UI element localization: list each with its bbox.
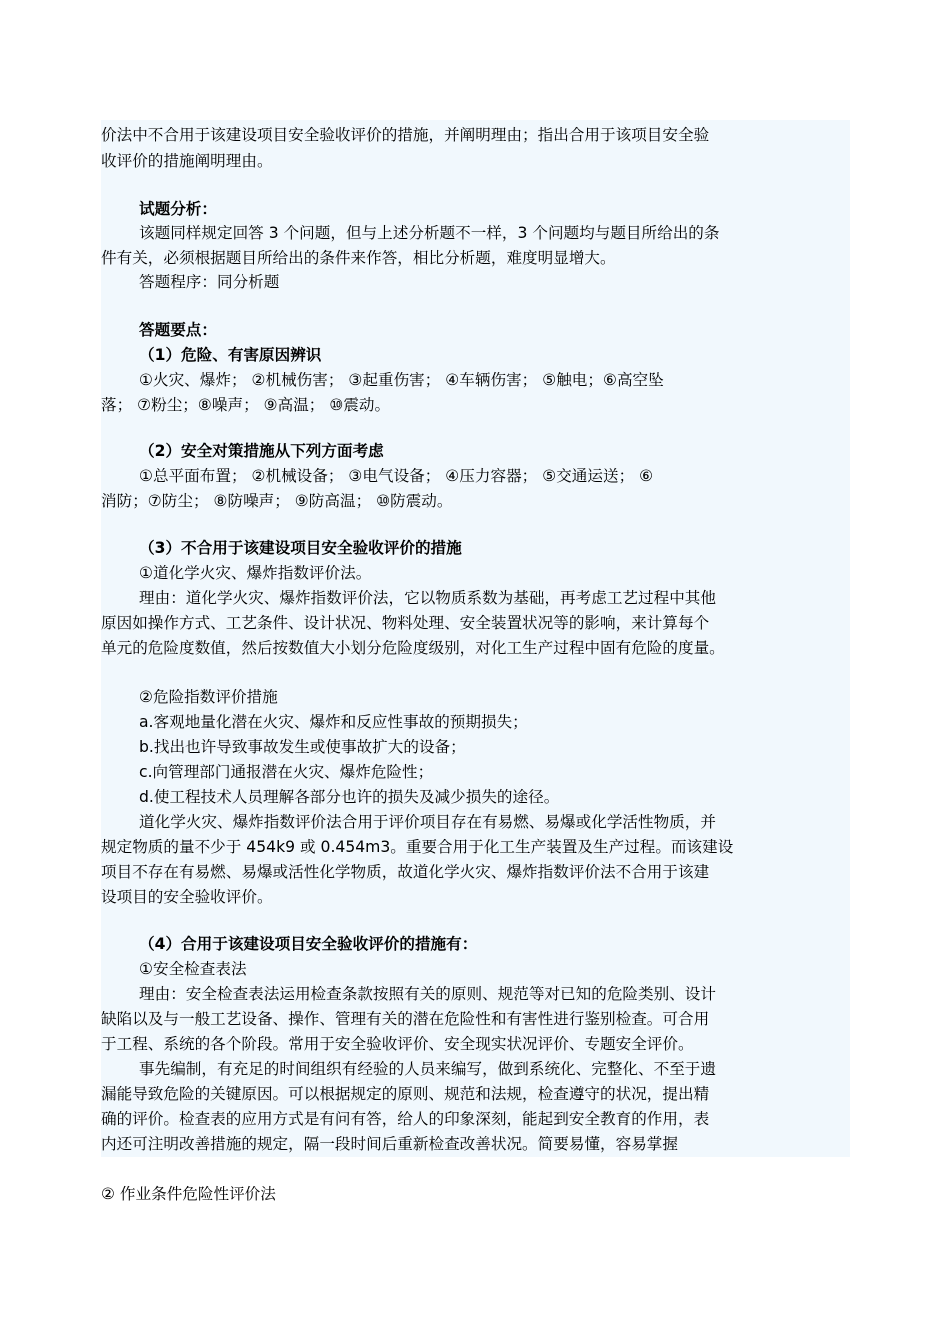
text-line: 设项目的安全验收评价。 [101, 888, 273, 906]
section-heading: （2）安全对策措施从下列方面考虑 [139, 442, 384, 460]
section-heading: 答题要点： [139, 321, 217, 339]
text-line: 缺陷以及与一般工艺设备、操作、管理有关的潜在危险性和有害性进行鉴别检查。可合用 [101, 1010, 710, 1028]
text-line: 消防；⑦防尘； ⑧防噪声； ⑨防高温； ⑩防震动。 [101, 492, 453, 510]
text-line: 原因如操作方式、工艺条件、设计状况、物料处理、安全装置状况等的影响，来计算每个 [101, 614, 710, 632]
text-line: 确的评价。检查表的应用方式是有问有答，给人的印象深刻，能起到安全教育的作用，表 [101, 1110, 710, 1128]
text-line: 落； ⑦粉尘；⑧噪声； ⑨高温； ⑩震动。 [101, 396, 391, 414]
text-line: b.找出也许导致事故发生或使事故扩大的设备； [139, 738, 466, 756]
text-line: 答题程序：同分析题 [139, 273, 280, 291]
text-line: 内还可注明改善措施的规定，隔一段时间后重新检查改善状况。简要易懂，容易掌握 [101, 1135, 678, 1153]
section-heading: （3）不合用于该建设项目安全验收评价的措施 [139, 539, 462, 557]
text-line: d.使工程技术人员理解各部分也许的损失及减少损失的途径。 [139, 788, 560, 806]
text-line: 项目不存在有易燃、易爆或活性化学物质，故道化学火灾、爆炸指数评价法不合用于该建 [101, 863, 710, 881]
text-line: c.向管理部门通报潜在火灾、爆炸危险性； [139, 763, 434, 781]
text-line: 规定物质的量不少于 454k9 或 0.454m3。重要合用于化工生产装置及生产过程。而该建设 [101, 838, 734, 856]
text-line: 事先编制，有充足的时间组织有经验的人员来编写，做到系统化、完整化、不至于遗 [139, 1060, 716, 1078]
text-line: 漏能导致危险的关键原因。可以根据规定的原则、规范和法规，检查遵守的状况，提出精 [101, 1085, 710, 1103]
section-heading: （4）合用于该建设项目安全验收评价的措施有： [139, 935, 478, 953]
text-line: 单元的危险度数值，然后按数值大小划分危险度级别，对化工生产过程中固有危险的度量。 [101, 639, 725, 657]
text-line: ②危险指数评价措施 [139, 688, 278, 706]
text-line: 价法中不合用于该建设项目安全验收评价的措施，并阐明理由；指出合用于该项目安全验 [101, 126, 710, 144]
text-line: a.客观地量化潜在火灾、爆炸和反应性事故的预期损失； [139, 713, 528, 731]
text-line: 该题同样规定回答 3 个问题，但与上述分析题不一样，3 个问题均与题目所给出的条 [139, 224, 720, 242]
text-line: 件有关，必须根据题目所给出的条件来作答，相比分析题，难度明显增大。 [101, 249, 616, 267]
text-line: ①总平面布置； ②机械设备； ③电气设备； ④压力容器； ⑤交通运送； ⑥ [139, 467, 654, 485]
text-line: 理由：道化学火灾、爆炸指数评价法，它以物质系数为基础，再考虑工艺过程中其他 [139, 589, 716, 607]
text-line: 收评价的措施阐明理由。 [101, 152, 273, 170]
text-line: 于工程、系统的各个阶段。常用于安全验收评价、安全现实状况评价、专题安全评价。 [101, 1035, 694, 1053]
section-heading: 试题分析： [139, 200, 217, 218]
text-line: ①火灾、爆炸； ②机械伤害； ③起重伤害； ④车辆伤害； ⑤触电；⑥高空坠 [139, 371, 664, 389]
text-line: ①道化学火灾、爆炸指数评价法。 [139, 564, 372, 582]
text-line: 道化学火灾、爆炸指数评价法合用于评价项目存在有易燃、易爆或化学活性物质，并 [139, 813, 716, 831]
text-line: ①安全检查表法 [139, 960, 247, 978]
section-heading-method-2: ② 作业条件危险性评价法 [101, 1185, 276, 1203]
section-heading: （1）危险、有害原因辨识 [139, 346, 322, 364]
text-line: 理由：安全检查表法运用检查条款按照有关的原则、规范等对已知的危险类别、设计 [139, 985, 716, 1003]
